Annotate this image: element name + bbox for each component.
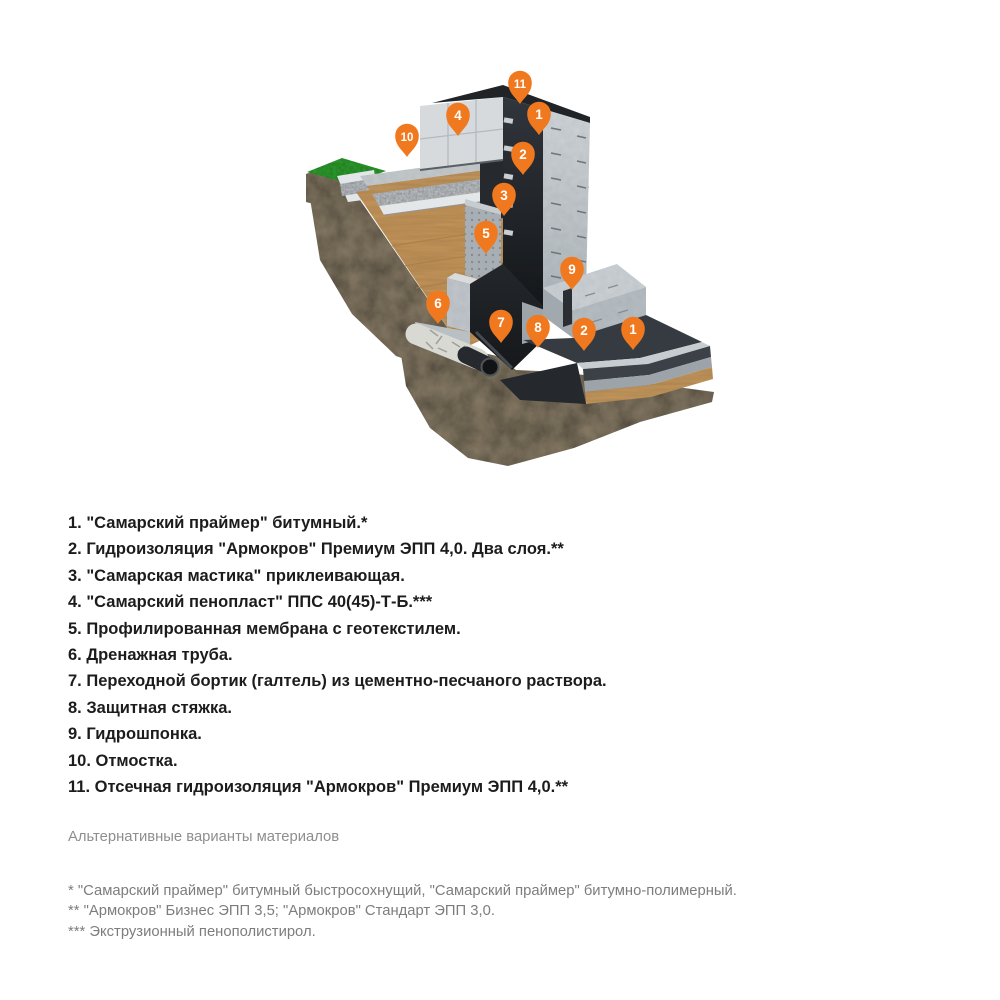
footnotes-list bbox=[68, 881, 737, 942]
legend-item-6: 6. Дренажная труба. bbox=[68, 646, 233, 665]
waterstop-groove bbox=[563, 288, 572, 327]
alternatives-heading: Альтернативные варианты материалов bbox=[68, 829, 340, 845]
legend-item-7: 7. Переходной бортик (галтель) из цементно-песчаного раствора. bbox=[68, 672, 607, 691]
svg-text:2: 2 bbox=[580, 322, 588, 338]
legend-item-4: 4. "Самарский пенопласт" ППС 40(45)-Т-Б.*** bbox=[68, 593, 433, 612]
legend-item-1: 1. "Самарский праймер" битумный.* bbox=[68, 514, 368, 532]
svg-text:1: 1 bbox=[629, 321, 637, 337]
footnote-1: * "Самарский праймер" битумный быстросохнущий, "Самарский праймер" битумно-полимерный. bbox=[68, 883, 737, 899]
svg-text:10: 10 bbox=[400, 131, 414, 144]
step-block-face bbox=[447, 278, 470, 332]
legend-item-11: 11. Отсечная гидроизоляция "Армокров" Премиум ЭПП 4,0.** bbox=[68, 778, 569, 797]
legend-item-3: 3. "Самарская мастика" приклеивающая. bbox=[68, 566, 405, 585]
svg-text:2: 2 bbox=[519, 146, 527, 162]
svg-text:7: 7 bbox=[497, 314, 505, 330]
legend-item-5: 5. Профилированная мембрана с геотекстилем. bbox=[68, 619, 461, 638]
footnote-3: *** Экструзионный пенополистирол. bbox=[68, 923, 316, 940]
svg-text:6: 6 bbox=[434, 295, 442, 311]
svg-text:8: 8 bbox=[534, 319, 542, 335]
legend-item-9: 9. Гидрошпонка. bbox=[68, 725, 202, 744]
legend-item-10: 10. Отмостка. bbox=[68, 751, 178, 770]
legend-item-8: 8. Защитная стяжка. bbox=[68, 698, 232, 717]
footnote-2: ** "Армокров" Бизнес ЭПП 3,5; "Армокров" Стандарт ЭПП 3,0. bbox=[68, 903, 495, 920]
svg-text:11: 11 bbox=[513, 78, 527, 91]
drainage-pipe-end bbox=[482, 359, 499, 376]
svg-text:9: 9 bbox=[568, 261, 576, 277]
svg-text:5: 5 bbox=[482, 225, 490, 241]
svg-text:1: 1 bbox=[535, 106, 543, 122]
pin-marker-10 bbox=[395, 124, 419, 157]
svg-text:4: 4 bbox=[454, 107, 462, 123]
legend-item-2: 2. Гидроизоляция "Армокров" Премиум ЭПП 4,0. Два слоя.** bbox=[68, 540, 564, 559]
svg-text:3: 3 bbox=[500, 187, 508, 203]
legend-list bbox=[68, 510, 607, 800]
